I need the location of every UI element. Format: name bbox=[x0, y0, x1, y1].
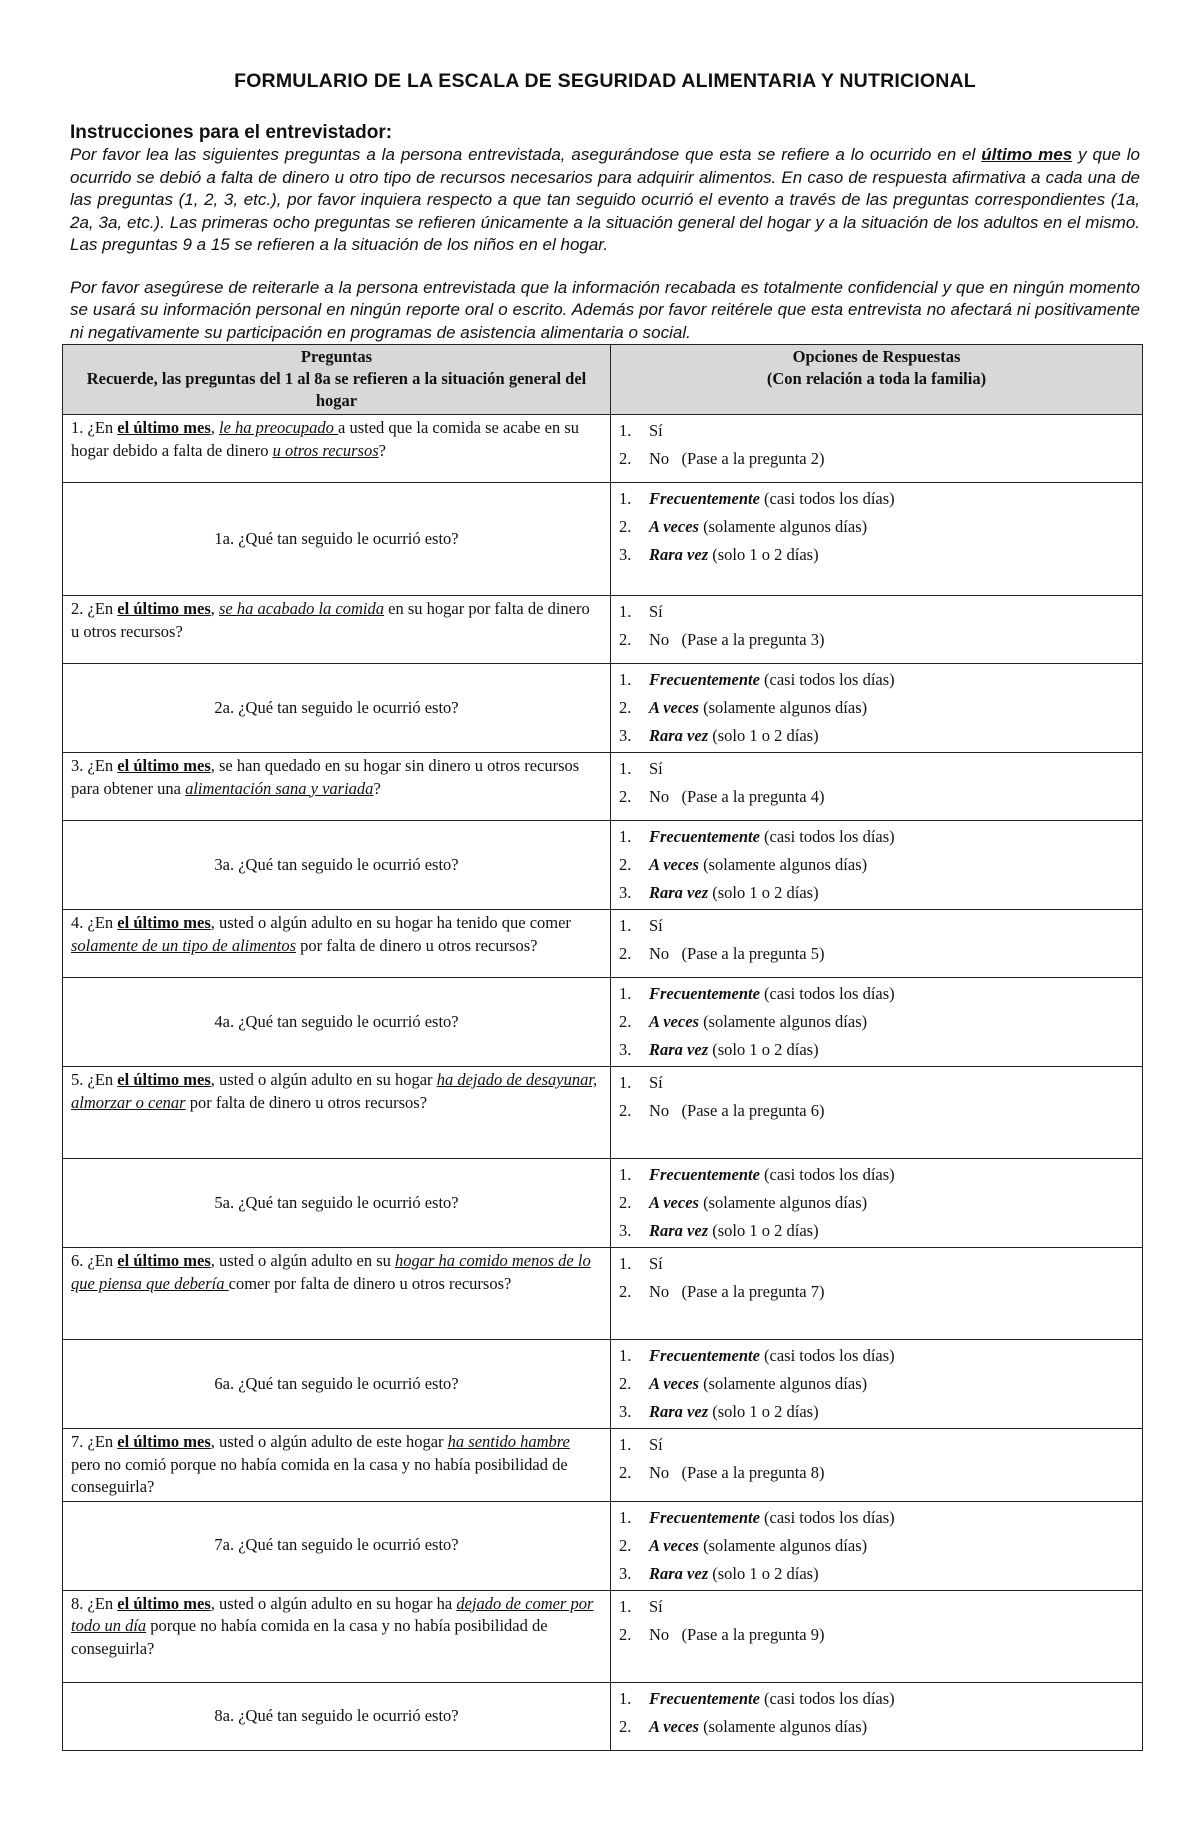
answer-options bbox=[611, 910, 1143, 978]
option-no[interactable]: 2. No (Pase a la pregunta 5) bbox=[619, 944, 825, 963]
option-frequently[interactable]: 1. Frecuentemente (casi todos los días) bbox=[619, 1688, 895, 1708]
answer-options bbox=[611, 1067, 1143, 1159]
question-row bbox=[63, 415, 1143, 483]
option-sometimes[interactable]: 2. A veces (solamente algunos días) bbox=[619, 855, 868, 874]
option-no[interactable]: 2. No (Pase a la pregunta 2) bbox=[619, 449, 825, 468]
option-yes[interactable]: 1. Sí bbox=[619, 1254, 663, 1273]
question-row bbox=[63, 1590, 1143, 1682]
option-sometimes[interactable]: 2. A veces (solamente algunos días) bbox=[619, 1716, 868, 1736]
question-2: 2. ¿En el último mes, se ha acabado la comida en su hogar por falta de dinero u otros recursos? bbox=[63, 596, 611, 664]
option-rarely[interactable]: 3. Rara vez (solo 1 o 2 días) bbox=[619, 1221, 819, 1240]
frequency-options bbox=[611, 821, 1143, 910]
question-4a: 4a. ¿Qué tan seguido le ocurrió esto? bbox=[63, 978, 611, 1067]
frequency-options bbox=[611, 664, 1143, 753]
question-4: 4. ¿En el último mes, usted o algún adulto en su hogar ha tenido que comer solamente de un tipo de alimentos por falta de dinero u otros recursos? bbox=[63, 910, 611, 978]
option-sometimes[interactable]: 2. A veces (solamente algunos días) bbox=[619, 1012, 868, 1031]
frequency-row bbox=[63, 821, 1143, 910]
question-row bbox=[63, 1429, 1143, 1502]
option-sometimes[interactable]: 2. A veces (solamente algunos días) bbox=[619, 517, 868, 536]
option-no[interactable]: 2. No (Pase a la pregunta 9) bbox=[619, 1624, 825, 1644]
option-rarely[interactable]: 3. Rara vez (solo 1 o 2 días) bbox=[619, 545, 819, 564]
question-8: 8. ¿En el último mes, usted o algún adulto en su hogar ha dejado de comer por todo un día porque no había comida en la casa y no había posibilidad de conseguirla? bbox=[63, 1590, 611, 1682]
frequency-row bbox=[63, 1682, 1143, 1750]
frequency-options bbox=[611, 1340, 1143, 1429]
frequency-row bbox=[63, 1159, 1143, 1248]
questions-header: Preguntas Recuerde, las preguntas del 1 al 8a se refieren a la situación general del hogar bbox=[63, 345, 611, 415]
question-8a: 8a. ¿Qué tan seguido le ocurrió esto? bbox=[63, 1682, 611, 1750]
option-yes[interactable]: 1. Sí bbox=[619, 759, 663, 778]
option-no[interactable]: 2. No (Pase a la pregunta 3) bbox=[619, 630, 825, 649]
option-frequently[interactable]: 1. Frecuentemente (casi todos los días) bbox=[619, 1165, 895, 1184]
option-no[interactable]: 2. No (Pase a la pregunta 4) bbox=[619, 787, 825, 806]
option-yes[interactable]: 1. Sí bbox=[619, 1435, 663, 1454]
option-frequently[interactable]: 1. Frecuentemente (casi todos los días) bbox=[619, 670, 895, 689]
option-sometimes[interactable]: 2. A veces (solamente algunos días) bbox=[619, 1535, 868, 1555]
option-frequently[interactable]: 1. Frecuentemente (casi todos los días) bbox=[619, 984, 895, 1003]
question-6: 6. ¿En el último mes, usted o algún adulto en su hogar ha comido menos de lo que piensa que debería comer por falta de dinero u otros recursos? bbox=[63, 1248, 611, 1340]
option-sometimes[interactable]: 2. A veces (solamente algunos días) bbox=[619, 698, 868, 717]
answer-options bbox=[611, 1429, 1143, 1502]
question-row bbox=[63, 910, 1143, 978]
frequency-options bbox=[611, 483, 1143, 596]
form-title: FORMULARIO DE LA ESCALA DE SEGURIDAD ALIMENTARIA Y NUTRICIONAL bbox=[234, 70, 976, 92]
frequency-row bbox=[63, 483, 1143, 596]
option-yes[interactable]: 1. Sí bbox=[619, 1596, 663, 1616]
question-row bbox=[63, 596, 1143, 664]
question-row bbox=[63, 753, 1143, 821]
option-yes[interactable]: 1. Sí bbox=[619, 602, 663, 621]
question-7: 7. ¿En el último mes, usted o algún adulto de este hogar ha sentido hambre pero no comió porque no había comida en la casa y no había posibilidad de conseguirla? bbox=[63, 1429, 611, 1502]
instructions-paragraph-2: Por favor asegúrese de reiterarle a la persona entrevistada que la información recabada es totalmente confidencial y que en ningún momento se usará su información personal en ningún reporte oral o escrito. Además por favor reitérele que esta entrevista no afectará ni positivamente ni negativamente su participación en programas de asistencia alimentaria o social. bbox=[70, 277, 1140, 342]
questions-table bbox=[62, 344, 1143, 1751]
answer-options bbox=[611, 1248, 1143, 1340]
instructions-heading: Instrucciones para el entrevistador: bbox=[70, 122, 393, 143]
question-5a: 5a. ¿Qué tan seguido le ocurrió esto? bbox=[63, 1159, 611, 1248]
option-rarely[interactable]: 3. Rara vez (solo 1 o 2 días) bbox=[619, 726, 819, 745]
option-sometimes[interactable]: 2. A veces (solamente algunos días) bbox=[619, 1193, 868, 1212]
frequency-row bbox=[63, 1340, 1143, 1429]
frequency-options bbox=[611, 1501, 1143, 1590]
question-row bbox=[63, 1248, 1143, 1340]
option-yes[interactable]: 1. Sí bbox=[619, 421, 663, 440]
instructions-text: Por favor lea las siguientes preguntas a la persona entrevistada, asegurándose que esta se refiere a lo ocurrido en el bbox=[70, 145, 982, 164]
option-yes[interactable]: 1. Sí bbox=[619, 1073, 663, 1092]
option-rarely[interactable]: 3. Rara vez (solo 1 o 2 días) bbox=[619, 1563, 819, 1583]
answer-options bbox=[611, 415, 1143, 483]
answers-header: Opciones de Respuestas (Con relación a toda la familia) bbox=[611, 345, 1143, 415]
option-no[interactable]: 2. No (Pase a la pregunta 6) bbox=[619, 1101, 825, 1120]
option-frequently[interactable]: 1. Frecuentemente (casi todos los días) bbox=[619, 489, 895, 508]
option-yes[interactable]: 1. Sí bbox=[619, 916, 663, 935]
option-rarely[interactable]: 3. Rara vez (solo 1 o 2 días) bbox=[619, 1402, 819, 1421]
option-frequently[interactable]: 1. Frecuentemente (casi todos los días) bbox=[619, 1507, 895, 1527]
question-row bbox=[63, 1067, 1143, 1159]
option-frequently[interactable]: 1. Frecuentemente (casi todos los días) bbox=[619, 827, 895, 846]
question-2a: 2a. ¿Qué tan seguido le ocurrió esto? bbox=[63, 664, 611, 753]
question-6a: 6a. ¿Qué tan seguido le ocurrió esto? bbox=[63, 1340, 611, 1429]
question-5: 5. ¿En el último mes, usted o algún adulto en su hogar ha dejado de desayunar, almorzar o cenar por falta de dinero u otros recursos? bbox=[63, 1067, 611, 1159]
question-1a: 1a. ¿Qué tan seguido le ocurrió esto? bbox=[63, 483, 611, 596]
frequency-options bbox=[611, 1159, 1143, 1248]
form-page bbox=[70, 70, 1140, 1751]
question-7a: 7a. ¿Qué tan seguido le ocurrió esto? bbox=[63, 1501, 611, 1590]
option-no[interactable]: 2. No (Pase a la pregunta 7) bbox=[619, 1282, 825, 1301]
option-frequently[interactable]: 1. Frecuentemente (casi todos los días) bbox=[619, 1346, 895, 1365]
frequency-row bbox=[63, 1501, 1143, 1590]
option-rarely[interactable]: 3. Rara vez (solo 1 o 2 días) bbox=[619, 883, 819, 902]
question-3: 3. ¿En el último mes, se han quedado en su hogar sin dinero u otros recursos para obtener una alimentación sana y variada? bbox=[63, 753, 611, 821]
frequency-options bbox=[611, 1682, 1143, 1750]
instructions-emphasis: último mes bbox=[981, 145, 1073, 164]
frequency-options bbox=[611, 978, 1143, 1067]
question-3a: 3a. ¿Qué tan seguido le ocurrió esto? bbox=[63, 821, 611, 910]
answer-options bbox=[611, 596, 1143, 664]
question-1: 1. ¿En el último mes, le ha preocupado a usted que la comida se acabe en su hogar debido a falta de dinero u otros recursos? bbox=[63, 415, 611, 483]
frequency-row bbox=[63, 978, 1143, 1067]
answer-options bbox=[611, 1590, 1143, 1682]
frequency-row bbox=[63, 664, 1143, 753]
answer-options bbox=[611, 753, 1143, 821]
option-no[interactable]: 2. No (Pase a la pregunta 8) bbox=[619, 1463, 825, 1482]
option-sometimes[interactable]: 2. A veces (solamente algunos días) bbox=[619, 1374, 868, 1393]
table-header-row bbox=[63, 345, 1143, 415]
instructions-text: y que lo ocurrido se debió a falta de dinero u otro tipo de recursos necesarios para adquirir alimentos. En caso de respuesta afirmativa a cada una de las preguntas (1, 2, 3, etc.), por favor inquiera respecto a que tan seguido ocurrió el evento a través de las preguntas correspondientes (1a, 2a, 3a, etc.). Las primeras ocho preguntas se refieren únicamente a la situación general del hogar y a la situación de los adultos en el mismo. Las preguntas 9 a 15 se refieren a la situación de los niños en el hogar. bbox=[70, 145, 1140, 254]
option-rarely[interactable]: 3. Rara vez (solo 1 o 2 días) bbox=[619, 1040, 819, 1059]
instructions-paragraph-1 bbox=[70, 144, 1140, 257]
